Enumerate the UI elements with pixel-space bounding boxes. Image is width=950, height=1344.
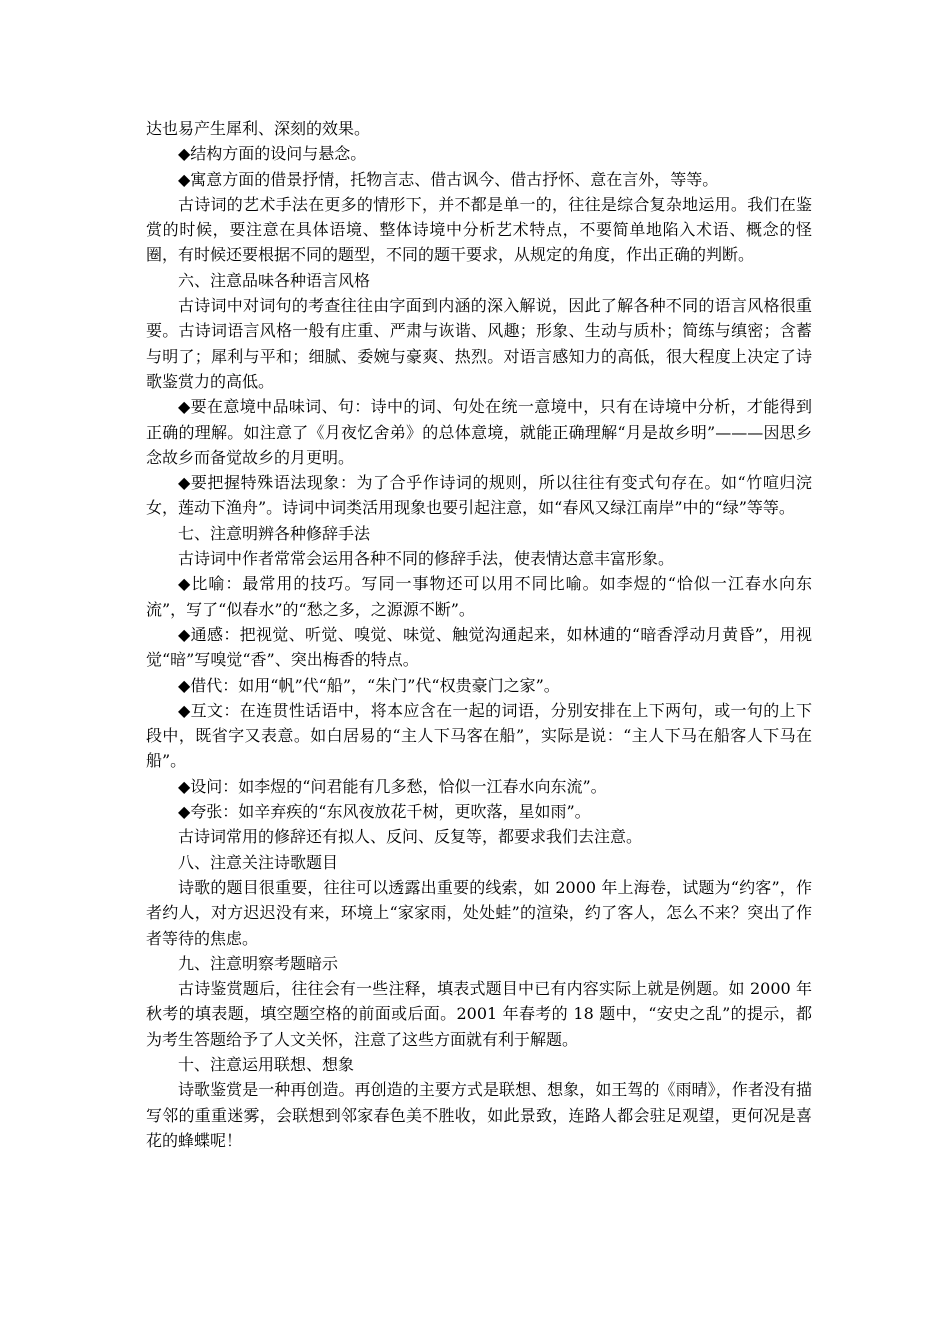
paragraph: 诗歌的题目很重要，往往可以透露出重要的线索，如 2000 年上海卷，试题为“约客”，作者约人，对方迟迟没有来，环境上“家家雨，处处蛙”的渲染，约了客人，怎么不来？突出了作者等待的焦虑。 xyxy=(146,877,812,948)
paragraph: 诗歌鉴赏是一种再创造。再创造的主要方式是联想、想象，如王驾的《雨晴》，作者没有描写邻的重重迷雾，会联想到邻家春色美不胜收，如此景致，连路人都会驻足观望，更何况是喜花的蜂蝶呢！ xyxy=(146,1080,812,1150)
section-heading: 七、注意明辨各种修辞手法 xyxy=(178,523,371,543)
paragraph: 达也易产生犀利、深刻的效果。 xyxy=(146,119,371,138)
paragraph: 古诗词中作者常常会运用各种不同的修辞手法，使表情达意丰富形象。 xyxy=(178,549,675,569)
bullet-item: ◆借代：如用“帆”代“船”，“朱门”代“权贵豪门之家”。 xyxy=(178,675,560,695)
bullet-item: ◆夸张：如辛弃疾的“东风夜放花千树，更吹落，星如雨”。 xyxy=(178,802,591,822)
bullet-item: ◆设问：如李煜的“问君能有几多愁，恰似一江春水向东流”。 xyxy=(178,776,607,796)
section-heading: 八、注意关注诗歌题目 xyxy=(178,852,339,872)
bullet-item: ◆通感：把视觉、听觉、嗅觉、味觉、触觉沟通起来，如林逋的“暗香浮动月黄昏”，用视觉“暗”写嗅觉“香”、突出梅香的特点。 xyxy=(146,624,812,670)
bullet-item: ◆要把握特殊语法现象：为了合乎作诗词的规则，所以往往有变式句存在。如“竹喧归浣女，莲动下渔舟”。诗词中词类活用现象也要引起注意，如“春风又绿江南岸”中的“绿”等等。 xyxy=(146,473,812,518)
paragraph: 古诗词中对词句的考查往往由字面到内涵的深入解说，因此了解各种不同的语言风格很重要。古诗词语言风格一般有庄重、严肃与诙谐、风趣；形象、生动与质朴；简练与缜密；含蓄与明了；犀利与平和；细腻、委婉与豪爽、热烈。对语言感知力的高低，很大程度上决定了诗歌鉴赏力的高低。 xyxy=(146,296,812,391)
section-heading: 九、注意明察考题暗示 xyxy=(178,953,339,973)
bullet-item: ◆比喻：最常用的技巧。写同一事物还可以用不同比喻。如李煜的“恰似一江春水向东流”，写了“似春水”的“愁之多，之源源不断”。 xyxy=(146,574,812,619)
bullet-item: ◆寓意方面的借景抒情，托物言志、借古讽今、借古抒怀、意在言外，等等。 xyxy=(178,169,719,189)
bullet-item: ◆要在意境中品味词、句：诗中的词、句处在统一意境中，只有在诗境中分析，才能得到正确的理解。如注意了《月夜忆舍弟》的总体意境，就能正确理解“月是故乡明”———因思乡念故乡而备觉故乡的月更明。 xyxy=(146,397,812,467)
section-heading: 六、注意品味各种语言风格 xyxy=(178,270,371,290)
paragraph: 古诗词的艺术手法在更多的情形下，并不都是单一的，往往是综合复杂地运用。我们在鉴赏的时候，要注意在具体语境、整体诗境中分析艺术特点，不要简单地陷入术语、概念的怪圈，有时候还要根据不同的题型，不同的题干要求，从规定的角度，作出正确的判断。 xyxy=(146,194,812,265)
paragraph: 古诗词常用的修辞还有拟人、反问、反复等，都要求我们去注意。 xyxy=(178,827,643,847)
bullet-item: ◆互文：在连贯性话语中，将本应含在一起的词语，分别安排在上下两句，或一句的上下段中，既省字又表意。如白居易的“主人下马客在船”，实际是说：“主人下马在船客人下马在船”。 xyxy=(146,700,812,771)
paragraph: 古诗鉴赏题后，往往会有一些注释，填表式题目中已有内容实际上就是例题。如 2000 年秋考的填表题，填空题空格的前面或后面。2001 年春考的 18 题中，“安史之乱”的提示，都为考生答题给予了人文关怀，注意了这些方面就有利于解题。 xyxy=(146,979,812,1049)
document-body xyxy=(146,116,812,1153)
section-heading: 十、注意运用联想、想象 xyxy=(178,1054,355,1074)
bullet-item: ◆结构方面的设问与悬念。 xyxy=(178,144,367,164)
